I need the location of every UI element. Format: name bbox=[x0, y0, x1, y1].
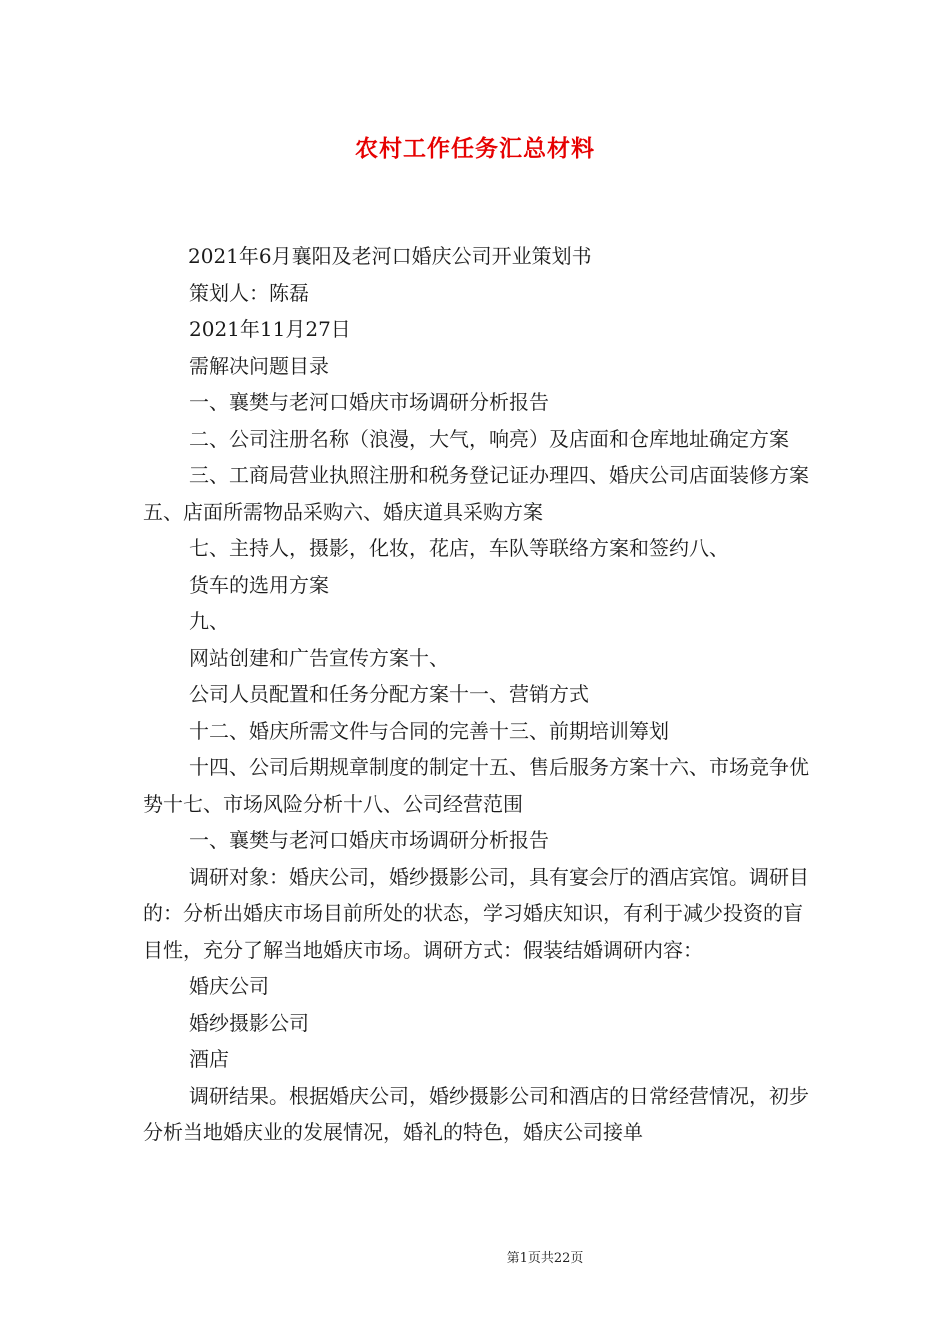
paragraph-item-hotel: 酒店 bbox=[189, 1047, 229, 1071]
paragraph-date: 2021年11月27日 bbox=[189, 317, 351, 341]
paragraph-toc-7: 七、主持人，摄影，化妆，花店，车队等联络方案和签约八、 bbox=[189, 536, 729, 560]
paragraph-toc-1: 一、襄樊与老河口婚庆市场调研分析报告 bbox=[189, 390, 549, 414]
paragraph-item-photo-company: 婚纱摄影公司 bbox=[189, 1010, 309, 1035]
paragraph-toc-9b: 网站创建和广告宣传方案十、 bbox=[189, 645, 449, 670]
paragraph-planner: 策划人：陈磊 bbox=[189, 280, 309, 305]
paragraph-toc-10: 公司人员配置和任务分配方案十一、营销方式 bbox=[189, 682, 589, 706]
paragraph-toc-9: 九、 bbox=[189, 609, 229, 633]
paragraph-toc-heading: 需解决问题目录 bbox=[189, 353, 329, 378]
paragraph-item-wedding-company: 婚庆公司 bbox=[189, 974, 269, 998]
paragraph-plan-title: 2021年6月襄阳及老河口婚庆公司开业策划书 bbox=[188, 244, 592, 268]
paragraph-research: 调研对象：婚庆公司，婚纱摄影公司，具有宴会厅的酒店宾馆。调研目的：分析出婚庆市场目前所处的状态，学习婚庆知识，有利于减少投资的盲目性，充分了解当地婚庆市场。调研方式：假装结婚调研内容： bbox=[143, 864, 809, 962]
paragraph-toc-2: 二、公司注册名称（浪漫，大气，响亮）及店面和仓库地址确定方案 bbox=[189, 426, 789, 451]
paragraph-section-1-heading: 一、襄樊与老河口婚庆市场调研分析报告 bbox=[189, 828, 549, 852]
paragraph-toc-8: 货车的选用方案 bbox=[189, 572, 329, 597]
document-body bbox=[143, 238, 813, 1151]
page-footer bbox=[0, 1247, 950, 1266]
page-number: 第1页共22页 bbox=[506, 1251, 584, 1266]
document-title: 农村工作任务汇总材料 bbox=[355, 135, 595, 162]
paragraph-toc-14: 十四、公司后期规章制度的制定十五、售后服务方案十六、市场竞争优势十七、市场风险分析十八、公司经营范围 bbox=[143, 755, 809, 816]
paragraph-toc-3: 三、工商局营业执照注册和税务登记证办理四、婚庆公司店面装修方案五、店面所需物品采购六、婚庆道具采购方案 bbox=[143, 463, 809, 524]
paragraph-research-results: 调研结果。根据婚庆公司，婚纱摄影公司和酒店的日常经营情况，初步分析当地婚庆业的发展情况，婚礼的特色，婚庆公司接单 bbox=[143, 1083, 809, 1144]
paragraph-toc-12: 十二、婚庆所需文件与合同的完善十三、前期培训筹划 bbox=[189, 718, 669, 743]
